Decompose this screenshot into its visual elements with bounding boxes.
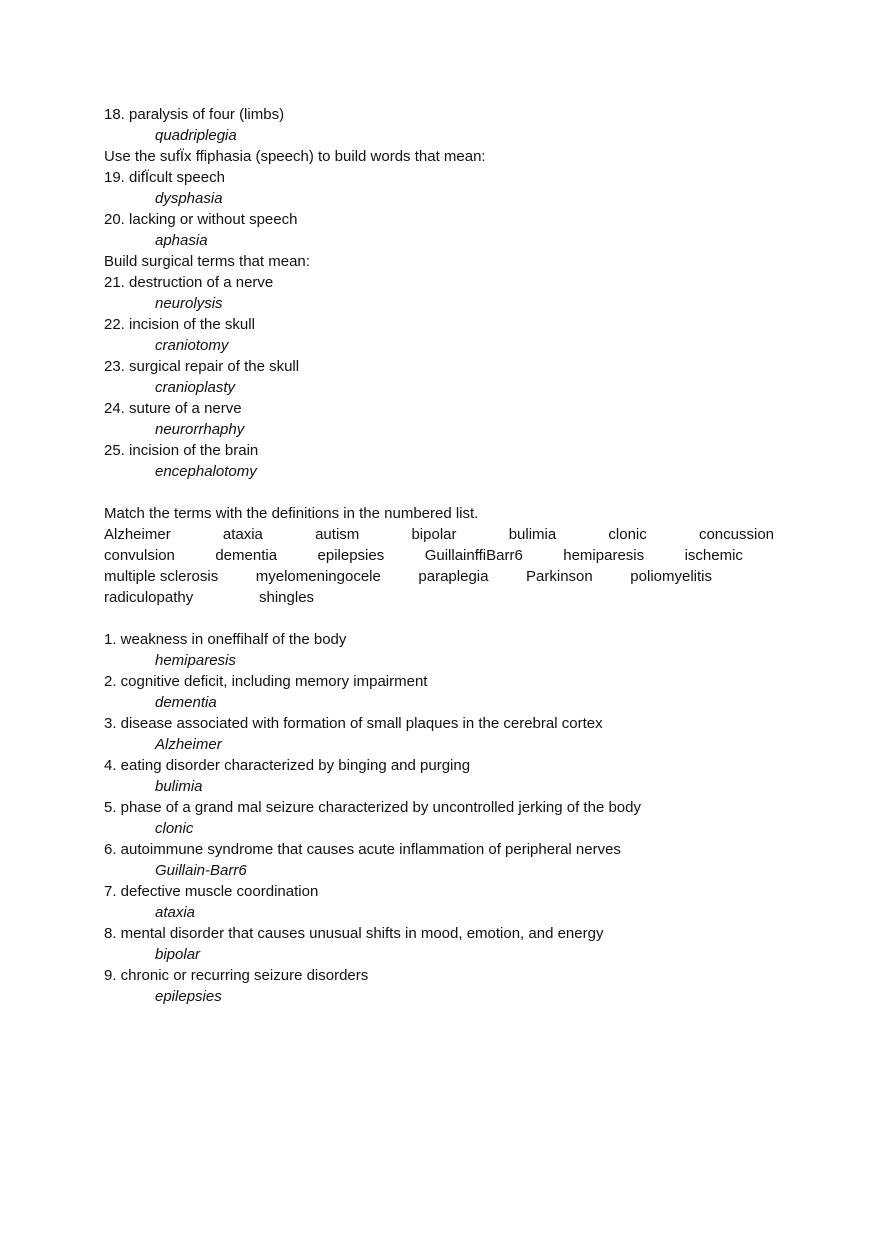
term-bank-row-4 [104, 587, 784, 608]
document-page [104, 104, 784, 1007]
answer-21: neurolysis [155, 295, 223, 312]
question-18: 18. paralysis of four (limbs) [104, 106, 285, 123]
definition-8: 8. mental disorder that causes unusual shifts in mood, emotion, and energy [104, 925, 604, 942]
answer-7: ataxia [155, 904, 196, 921]
term: poliomyelitis [630, 568, 712, 585]
question-23: 23. surgical repair of the skull [104, 358, 300, 375]
answer-18: quadriplegia [155, 127, 237, 144]
term: GuillainffiBarr6 [424, 547, 523, 564]
term: epilepsies [317, 547, 385, 564]
question-20: 20. lacking or without speech [104, 211, 298, 228]
term: Parkinson [526, 568, 593, 585]
question-25: 25. incision of the brain [104, 442, 259, 459]
term: myelomeningocele [255, 568, 381, 585]
term: clonic [608, 526, 647, 543]
term: convulsion [104, 547, 175, 564]
answer-5: clonic [155, 820, 194, 837]
answer-19: dysphasia [155, 190, 223, 207]
term: multiple sclerosis [104, 568, 219, 585]
definition-9: 9. chronic or recurring seizure disorders [104, 967, 369, 984]
answer-25: encephalotomy [155, 463, 257, 480]
answer-4: bulimia [155, 778, 203, 795]
term-bank-row-1 [104, 524, 774, 545]
question-19: 19. difÏcult speech [104, 169, 225, 186]
answer-6: Guillain-Barr6 [155, 862, 247, 879]
match-instruction: Match the terms with the definitions in the numbered list. [104, 505, 479, 522]
spacer [104, 608, 784, 629]
answer-2: dementia [155, 694, 217, 711]
question-21: 21. destruction of a nerve [104, 274, 274, 291]
definition-5: 5. phase of a grand mal seizure characterized by uncontrolled jerking of the body [104, 799, 641, 816]
term: paraplegia [418, 568, 489, 585]
definition-2: 2. cognitive deficit, including memory impairment [104, 673, 428, 690]
term: bulimia [508, 526, 557, 543]
term: bipolar [411, 526, 457, 543]
definition-1: 1. weakness in oneffihalf of the body [104, 631, 347, 648]
definition-3: 3. disease associated with formation of small plaques in the cerebral cortex [104, 715, 603, 732]
term: dementia [215, 547, 278, 564]
instruction-surgical: Build surgical terms that mean: [104, 253, 310, 270]
answer-22: craniotomy [155, 337, 229, 354]
definition-7: 7. defective muscle coordination [104, 883, 319, 900]
term-bank-row-2 [104, 545, 743, 566]
term: shingles [259, 589, 315, 606]
term: concussion [698, 526, 774, 543]
term: ataxia [222, 526, 263, 543]
answer-20: aphasia [155, 232, 208, 249]
definition-4: 4. eating disorder characterized by binging and purging [104, 757, 471, 774]
answer-3: Alzheimer [155, 736, 222, 753]
answer-1: hemiparesis [155, 652, 236, 669]
spacer [104, 482, 784, 503]
term: ischemic [684, 547, 743, 564]
term-bank-row-3 [104, 566, 712, 587]
answer-9: epilepsies [155, 988, 222, 1005]
question-24: 24. suture of a nerve [104, 400, 242, 417]
question-22: 22. incision of the skull [104, 316, 255, 333]
instruction-phasia: Use the sufÏx ffiphasia (speech) to build words that mean: [104, 148, 486, 165]
answer-24: neurorrhaphy [155, 421, 245, 438]
term: Alzheimer [104, 526, 171, 543]
definition-6: 6. autoimmune syndrome that causes acute inflammation of peripheral nerves [104, 841, 621, 858]
answer-23: cranioplasty [155, 379, 236, 396]
term: autism [315, 526, 360, 543]
term: hemiparesis [563, 547, 645, 564]
answer-8: bipolar [155, 946, 201, 963]
term: radiculopathy [104, 589, 194, 606]
